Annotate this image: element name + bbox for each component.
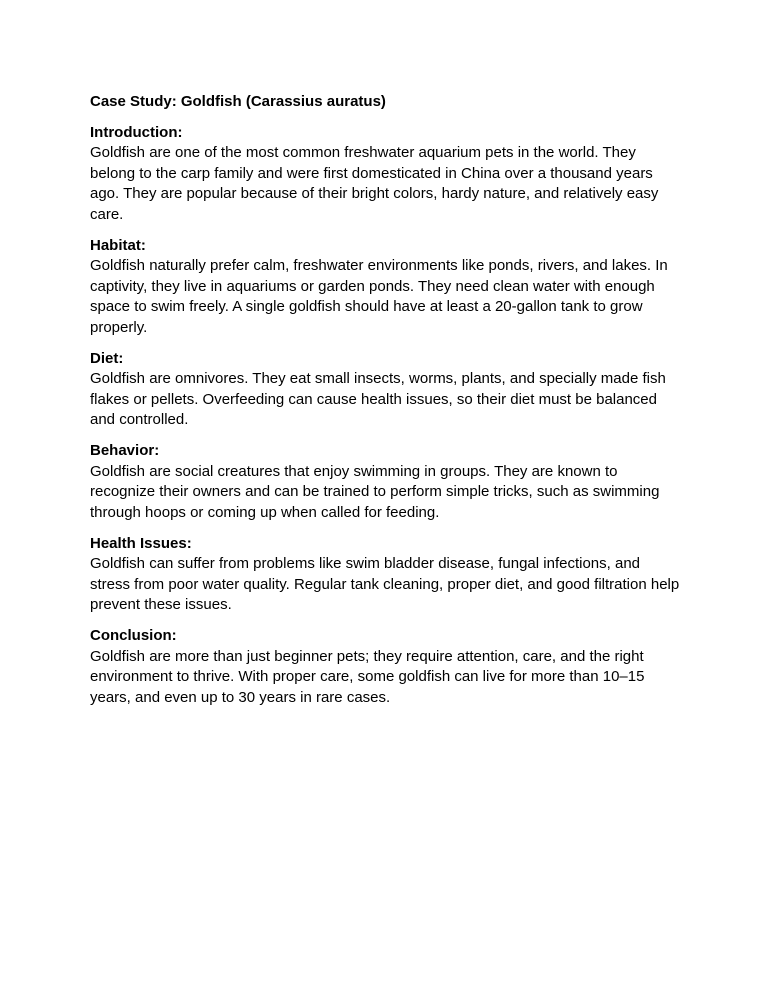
section-body: Goldfish can suffer from problems like swim bladder disease, fungal infections, and stress from poor water quality. Regular tank cleaning, proper diet, and good filtration help prevent these issues. bbox=[90, 555, 680, 613]
section-body: Goldfish are more than just beginner pets; they require attention, care, and the right environment to thrive. With proper care, some goldfish can live for more than 10–15 years, and even up to 30 years in rare cases. bbox=[90, 647, 645, 706]
section-heading: Behavior: bbox=[90, 442, 160, 459]
section-body: Goldfish are one of the most common freshwater aquarium pets in the world. They belong to the carp family and were first domesticated in China over a thousand years ago. They are popular because of their bright colors, hardy nature, and relatively easy care. bbox=[90, 144, 659, 223]
section-body: Goldfish are omnivores. They eat small insects, worms, plants, and specially made fish flakes or pellets. Overfeeding can cause health issues, so their diet must be balanced and controlled. bbox=[90, 370, 666, 428]
document-page bbox=[90, 92, 680, 719]
section-conclusion bbox=[90, 626, 680, 708]
section-heading: Health Issues: bbox=[90, 534, 192, 552]
section-heading: Habitat: bbox=[90, 236, 146, 254]
section-body: Goldfish naturally prefer calm, freshwater environments like ponds, rivers, and lakes. In captivity, they live in aquariums or garden ponds. They need clean water with enough space to swim freely. A single goldfish should have at least a 20-gallon tank to grow properly. bbox=[90, 257, 668, 336]
section-heading: Introduction: bbox=[90, 123, 183, 141]
section-body: Goldfish are social creatures that enjoy swimming in groups. They are known to recognize their owners and can be trained to perform simple tricks, such as swimming through hoops or coming up when called for feeding. bbox=[90, 462, 660, 521]
document-title: Case Study: Goldfish (Carassius auratus) bbox=[90, 93, 386, 110]
section-heading: Conclusion: bbox=[90, 627, 177, 644]
section-behavior bbox=[90, 441, 680, 523]
section-diet bbox=[90, 349, 680, 431]
section-habitat bbox=[90, 236, 680, 339]
section-introduction bbox=[90, 123, 680, 226]
section-health-issues bbox=[90, 534, 680, 616]
section-heading: Diet: bbox=[90, 349, 124, 367]
